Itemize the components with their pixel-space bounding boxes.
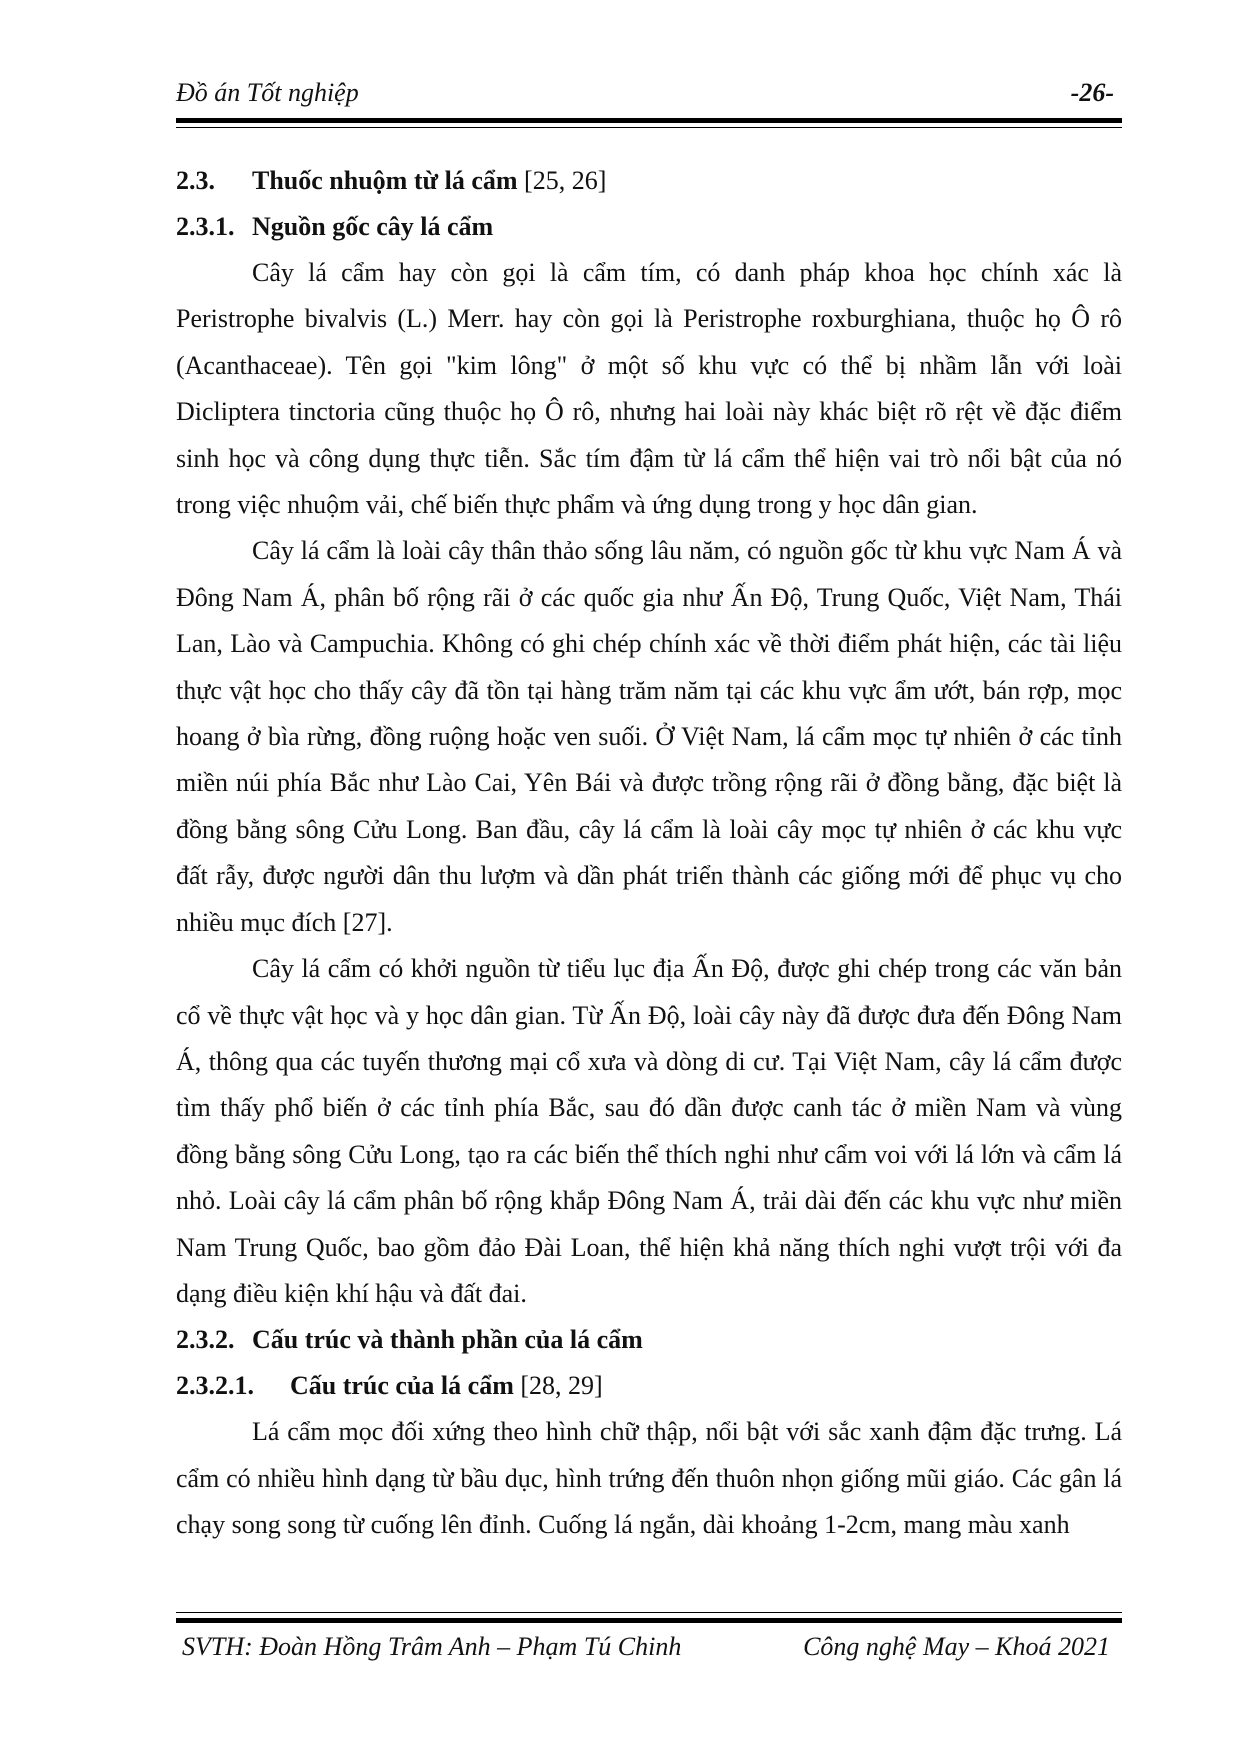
page-body	[176, 158, 1122, 1549]
header-divider-thin	[176, 127, 1122, 128]
page-header	[176, 70, 1122, 110]
section-number: 2.3.2.1.	[176, 1371, 254, 1401]
section-heading-2-3-2-1	[176, 1363, 1122, 1409]
footer-program: Công nghệ May – Khoá 2021	[803, 1632, 1110, 1661]
document-title: Đồ án Tốt nghiệp	[176, 78, 359, 107]
footer-divider-thin	[176, 1612, 1122, 1613]
section-number: 2.3.	[176, 166, 215, 195]
section-reference: [28, 29]	[513, 1371, 603, 1401]
section-number: 2.3.1.	[176, 212, 235, 241]
header-divider-thick	[176, 118, 1122, 123]
page-number: -26-	[1070, 78, 1114, 107]
paragraph-1: Cây lá cẩm hay còn gọi là cẩm tím, có danh pháp khoa học chính xác là Peristrophe bivalvis (L.) Merr. hay còn gọi là Peristrophe roxburghiana, thuộc họ Ô rô (Acanthaceae). Tên gọi "kim lông" ở một số khu vực có thể bị nhầm lẫn với loài Dicliptera tinctoria cũng thuộc họ Ô rô, nhưng hai loài này khác biệt rõ rệt về đặc điểm sinh học và công dụng thực tiễn. Sắc tím đậm từ lá cẩm thể hiện vai trò nổi bật của nó trong việc nhuộm vải, chế biến thực phẩm và ứng dụng trong y học dân gian.	[176, 258, 1122, 520]
section-number: 2.3.2.	[176, 1325, 235, 1355]
paragraph-3: Cây lá cẩm có khởi nguồn từ tiểu lục địa Ấn Độ, được ghi chép trong các văn bản cổ về thực vật học và y học dân gian. Từ Ấn Độ, loài cây này đã được đưa đến Đông Nam Á, thông qua các tuyến thương mại cổ xưa và dòng di cư. Tại Việt Nam, cây lá cẩm được tìm thấy phổ biến ở các tỉnh phía Bắc, sau đó dần được canh tác ở miền Nam và vùng đồng bằng sông Cửu Long, tạo ra các biến thể thích nghi như cẩm voi với lá lớn và cẩm lá nhỏ. Loài cây lá cẩm phân bố rộng khắp Đông Nam Á, trải dài đến các khu vực như miền Nam Trung Quốc, bao gồm đảo Đài Loan, thể hiện khả năng thích nghi vượt trội với đa dạng điều kiện khí hậu và đất đai.	[176, 954, 1122, 1308]
section-title: Cấu trúc và thành phần của lá cẩm	[252, 1325, 643, 1355]
footer-authors: SVTH: Đoàn Hồng Trâm Anh – Phạm Tú Chinh	[182, 1632, 682, 1661]
section-heading-2-3	[176, 158, 1122, 204]
section-heading-2-3-2	[176, 1317, 1122, 1363]
paragraph-4: Lá cẩm mọc đối xứng theo hình chữ thập, nổi bật với sắc xanh đậm đặc trưng. Lá cẩm có nhiều hình dạng từ bầu dục, hình trứng đến thuôn nhọn giống mũi giáo. Các gân lá chạy song song từ cuống lên đỉnh. Cuống lá ngắn, dài khoảng 1-2cm, mang màu xanh	[176, 1417, 1122, 1540]
section-reference: [25, 26]	[517, 166, 607, 195]
paragraph-2: Cây lá cẩm là loài cây thân thảo sống lâu năm, có nguồn gốc từ khu vực Nam Á và Đông Nam Á, phân bố rộng rãi ở các quốc gia như Ấn Độ, Trung Quốc, Việt Nam, Thái Lan, Lào và Campuchia. Không có ghi chép chính xác về thời điểm phát hiện, các tài liệu thực vật học cho thấy cây đã tồn tại hàng trăm năm tại các khu vực ẩm ướt, bán rợp, mọc hoang ở bìa rừng, đồng ruộng hoặc ven suối. Ở Việt Nam, lá cẩm mọc tự nhiên ở các tỉnh miền núi phía Bắc như Lào Cai, Yên Bái và được trồng rộng rãi ở đồng bằng, đặc biệt là đồng bằng sông Cửu Long. Ban đầu, cây lá cẩm là loài cây mọc tự nhiên ở các khu vực đất rẫy, được người dân thu lượm và dần phát triển thành các giống mới để phục vụ cho nhiều mục đích [27].	[176, 536, 1122, 937]
section-heading-2-3-1	[176, 204, 1122, 250]
section-title: Thuốc nhuộm từ lá cẩm	[252, 166, 518, 195]
section-title: Cấu trúc của lá cẩm	[290, 1371, 514, 1401]
section-title: Nguồn gốc cây lá cẩm	[252, 212, 494, 241]
footer-divider-thick	[176, 1618, 1122, 1623]
